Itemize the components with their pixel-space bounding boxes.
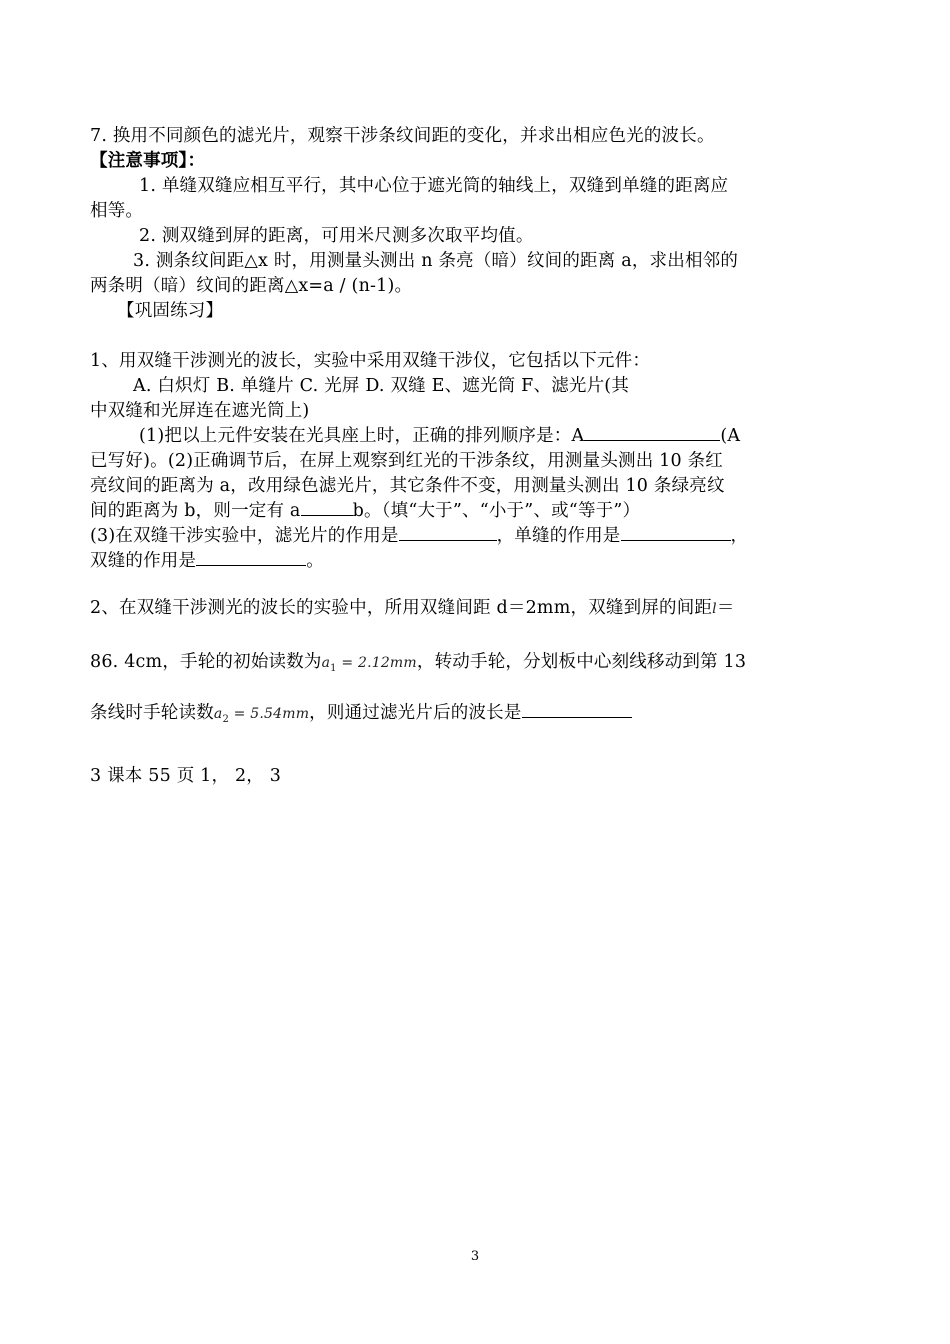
question-1-part-3-comma: ， xyxy=(730,526,749,546)
question-1-part-3-text: (3)在双缝干涉实验中，滤光片的作用是 xyxy=(90,526,399,546)
question-1-part-2-tail: b。（填“大于”、“小于”、或“等于”） xyxy=(352,501,641,521)
question-1-options: A. 白炽灯 B. 单缝片 C. 光屏 D. 双缝 E、遮光筒 F、滤光片(其 xyxy=(133,376,630,396)
question-1-part-3-mid: ，单缝的作用是 xyxy=(496,526,621,546)
note-3-line-2: 两条明（暗）纹间的距离△x=a / (n-1)。 xyxy=(90,276,413,296)
question-2-text-1: 2、在双缝干涉测光的波长的实验中，所用双缝间距 d＝2mm，双缝到屏的间距 xyxy=(90,598,713,618)
math-l-symbol: l xyxy=(712,601,717,617)
answer-blank-single-slit[interactable] xyxy=(621,524,731,541)
exercise-heading: 【巩固练习】 xyxy=(117,301,224,321)
note-1-line-2: 相等。 xyxy=(90,201,144,221)
note-3-line-1: 3. 测条纹间距△x 时，用测量头测出 n 条亮（暗）纹间的距离 a，求出相邻的 xyxy=(133,251,739,271)
question-1-part-3-line-2 xyxy=(90,549,860,573)
note-2: 2. 测双缝到屏的距离，可用米尺测多次取平均值。 xyxy=(139,226,534,246)
question-3: 3 课本 55 页 1， 2， 3 xyxy=(90,766,282,786)
question-1-part-2-line-2: 亮纹间的距离为 a，改用绿色滤光片，其它条件不变，用测量头测出 10 条绿亮纹 xyxy=(90,476,725,496)
question-2-text-4: 条线时手轮读数 xyxy=(90,703,214,723)
question-1-part-2-line-1: 已写好)。(2)正确调节后，在屏上观察到红光的干涉条纹，用测量头测出 10 条红 xyxy=(90,451,724,471)
answer-blank-compare[interactable] xyxy=(301,499,353,516)
question-2-text-3: ，转动手轮，分划板中心刻线移动到第 13 xyxy=(416,652,747,672)
step-7-text: 7. 换用不同颜色的滤光片，观察干涉条纹间距的变化，并求出相应色光的波长。 xyxy=(90,126,715,146)
notes-heading: 【注意事项】： xyxy=(90,151,206,171)
question-1-part-1 xyxy=(139,424,909,448)
question-2-equals: ＝ xyxy=(716,598,735,618)
answer-blank-filter[interactable] xyxy=(399,524,497,541)
question-2-line-2 xyxy=(90,650,860,681)
question-1-part-1-tail: (A xyxy=(720,426,741,446)
answer-blank-wavelength[interactable] xyxy=(522,701,632,718)
question-2-text-2: 86. 4cm，手轮的初始读数为 xyxy=(90,652,322,672)
question-1-part-2-text: 间的距离为 b，则一定有 a xyxy=(90,501,301,521)
math-a2: $a_2 = 5.54mm$ xyxy=(213,706,310,725)
question-1-stem: 1、用双缝干涉测光的波长，实验中采用双缝干涉仪，它包括以下元件： xyxy=(90,351,651,371)
question-2-text-5: ，则通过滤光片后的波长是 xyxy=(309,703,522,723)
question-1-part-3-line-2-text: 双缝的作用是 xyxy=(90,551,197,571)
question-1-part-3-end: 。 xyxy=(306,551,324,571)
question-1-part-2-line-3 xyxy=(90,499,860,523)
answer-blank-order[interactable] xyxy=(584,424,720,441)
question-1-options-cont: 中双缝和光屏连在遮光筒上) xyxy=(90,401,310,421)
page-number: 3 xyxy=(470,1249,480,1264)
question-1-part-3-line-1 xyxy=(90,524,860,548)
question-2-line-1 xyxy=(90,596,860,621)
answer-blank-double-slit[interactable] xyxy=(196,549,306,566)
question-2-line-3 xyxy=(90,701,860,732)
note-1-line-1: 1. 单缝双缝应相互平行，其中心位于遮光筒的轴线上，双缝到单缝的距离应 xyxy=(139,176,729,196)
math-a1: $a_1 = 2.12mm$ xyxy=(321,655,417,674)
question-1-part-1-text: (1)把以上元件安装在光具座上时，正确的排列顺序是：A xyxy=(139,426,585,446)
